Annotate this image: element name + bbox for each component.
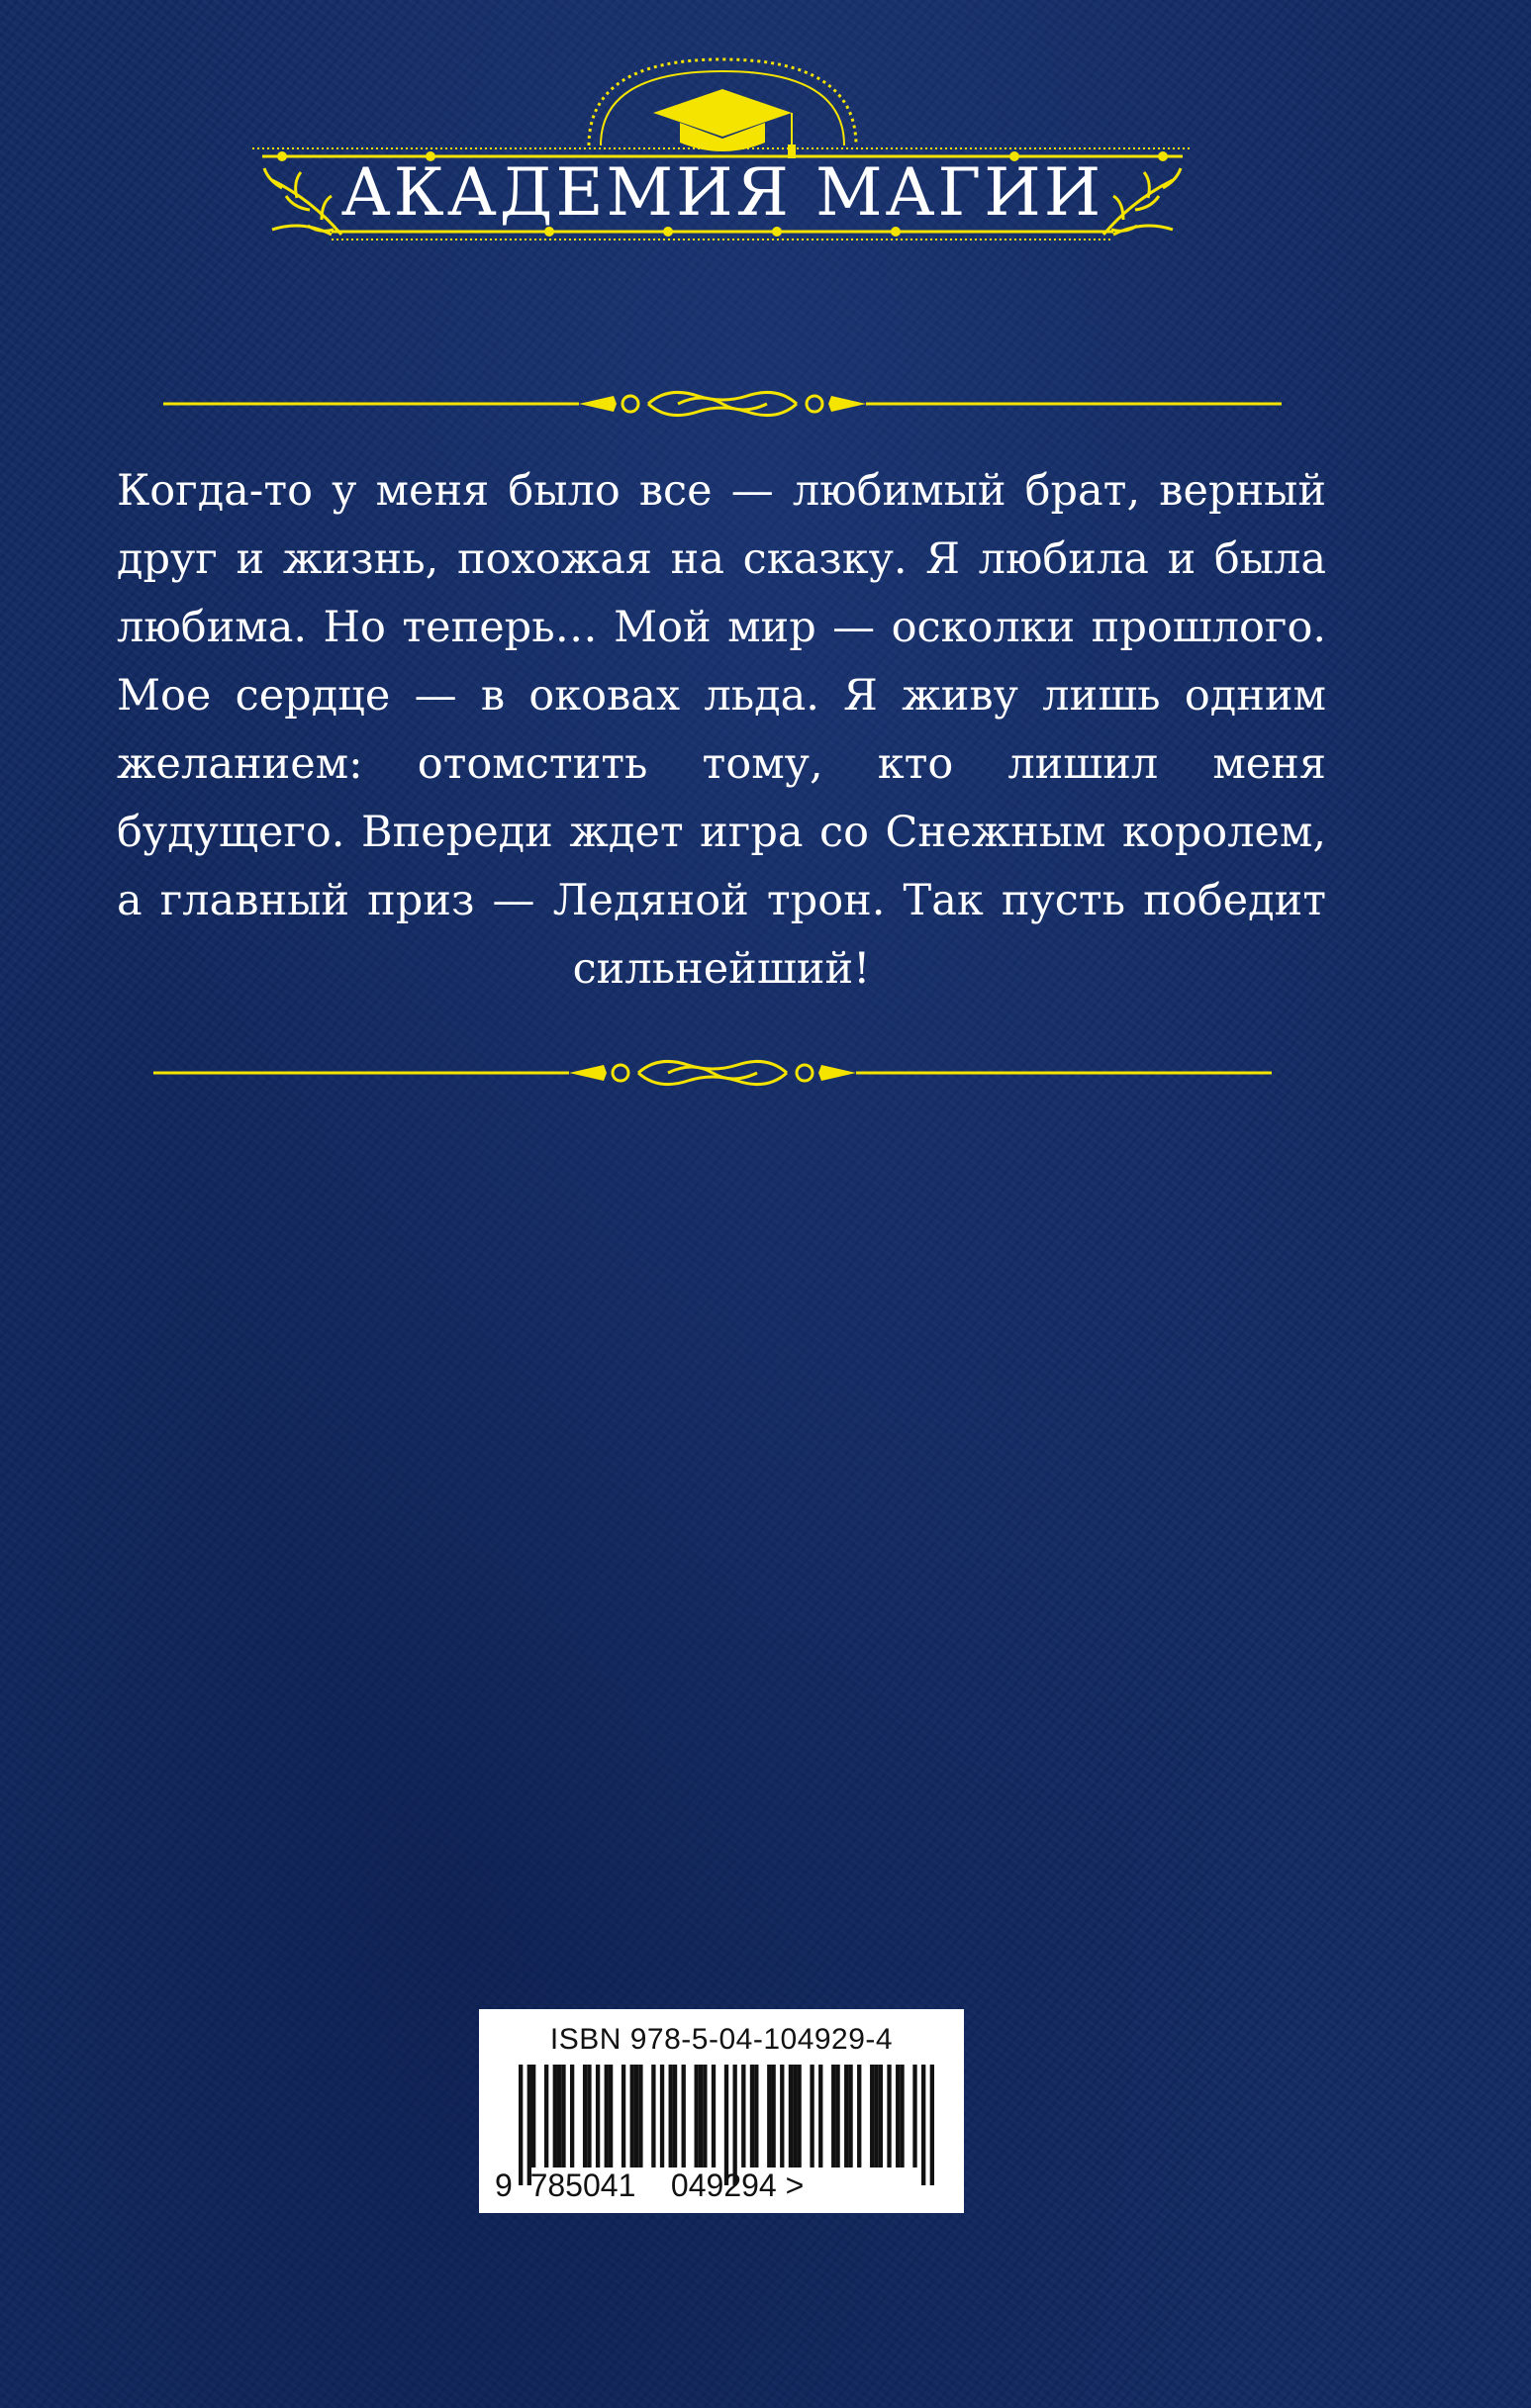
barcode-bar <box>622 2065 625 2167</box>
barcode-bar <box>651 2065 655 2167</box>
barcode-digits-group1: 785041 <box>529 2167 636 2203</box>
barcode-bar <box>750 2065 754 2167</box>
barcode-bar <box>818 2065 822 2167</box>
barcode-bar <box>682 2065 686 2167</box>
barcode-bar <box>712 2065 716 2167</box>
barcode-bar <box>638 2065 642 2167</box>
barcode-bar <box>810 2065 813 2167</box>
barcode-bar <box>789 2065 793 2167</box>
barcode-bar <box>793 2065 797 2167</box>
barcode-digit-lead: 9 <box>495 2167 513 2203</box>
isbn-barcode-block <box>479 2009 964 2213</box>
barcode-bar <box>561 2065 565 2167</box>
barcode-bar <box>587 2065 591 2167</box>
barcode-bar <box>609 2065 613 2167</box>
barcode-bar <box>835 2065 839 2167</box>
series-title: АКАДЕМИЯ МАГИИ <box>340 154 1104 231</box>
barcode-bar <box>695 2065 699 2167</box>
barcode-bar <box>669 2065 673 2167</box>
barcode-bar <box>887 2065 891 2167</box>
barcode-bar <box>703 2065 707 2167</box>
barcode-bar <box>605 2065 609 2167</box>
barcode-bar <box>741 2065 745 2167</box>
barcode-bar <box>780 2065 784 2167</box>
barcode-bar <box>531 2065 535 2167</box>
barcode-bar <box>660 2065 664 2167</box>
barcode-bar <box>699 2065 703 2167</box>
barcode-bar <box>767 2065 771 2167</box>
barcode-bar <box>630 2065 634 2167</box>
isbn-number: ISBN 978-5-04-104929-4 <box>549 2023 894 2056</box>
barcode-bar <box>797 2065 801 2167</box>
barcode-bar <box>583 2065 587 2167</box>
barcode-bar <box>557 2065 561 2167</box>
barcode-bar <box>879 2065 883 2167</box>
ornamental-divider-bottom <box>153 1053 1272 1093</box>
barcode-digits-group2: 049294 <box>670 2167 777 2203</box>
barcode-bar <box>874 2065 878 2167</box>
barcode-bar <box>831 2065 835 2167</box>
barcode-bar <box>912 2065 916 2167</box>
barcode-bar <box>771 2065 775 2167</box>
barcode-bar <box>848 2065 852 2167</box>
barcode-bar <box>570 2065 574 2167</box>
barcode-bar <box>870 2065 874 2167</box>
barcode-bar <box>673 2065 677 2167</box>
barcode-bar <box>553 2065 557 2167</box>
barcode-bar <box>896 2065 900 2167</box>
barcode-bar <box>900 2065 904 2167</box>
barcode-bar <box>544 2065 548 2167</box>
barcode-bar <box>634 2065 638 2167</box>
barcode-digits <box>495 2167 950 2204</box>
book-description: Когда-то у меня было все — любимый брат, верный друг и жизнь, похожая на сказку. Я любила и была любима. Но теперь… Мой мир — осколки прошлого. Мое сердце — в оковах льда. Я живу лишь одним желанием: отомстить тому, кто лишил меня будущего. Впереди ждет игра со Снежным королем, а главный приз — Ледяной трон. Так пусть победит сильнейший! <box>117 466 1326 994</box>
barcode-bar <box>844 2065 848 2167</box>
barcode-bar <box>857 2065 861 2167</box>
barcode-digit-tail: > <box>785 2167 805 2203</box>
barcode-bar <box>754 2065 758 2167</box>
ornamental-divider-top <box>163 384 1282 424</box>
barcode-bar <box>596 2065 600 2167</box>
